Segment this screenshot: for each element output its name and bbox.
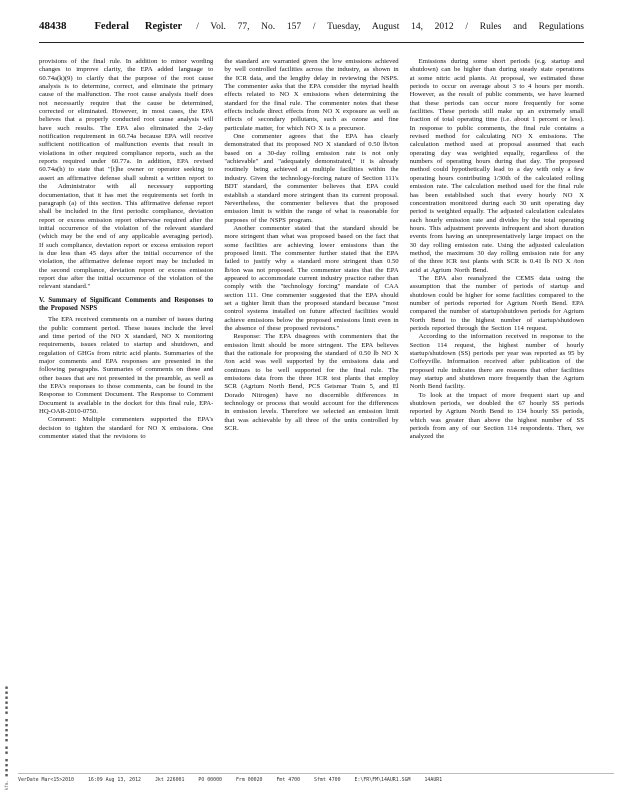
column-1 [39, 58, 213, 726]
page-header [39, 20, 584, 43]
paragraph: According to the information received in response to the Section 114 request, the highest number of hourly startup/shutdown (SS) periods per year was reported as 95 by Coffeyville. Information received after publication of the proposed rule indicates there are reasons that other facilities may startup and shutdown more frequently than the Agrium North Bend facility. [409, 333, 584, 391]
margin-sidebar: kfm. ■■■■ ■■ ■■■■■ ■■■■■■ [4, 685, 9, 790]
footer-field: 16:09 Aug 13, 2012 [87, 777, 141, 783]
footer-field: PO 00000 [198, 777, 222, 783]
footer-field: 14AUR1 [424, 777, 443, 783]
column-3 [410, 58, 584, 726]
footer-field: Fmt 4700 [276, 777, 301, 783]
column-2 [224, 58, 398, 726]
section-heading: V. Summary of Significant Comments and Responses to the Proposed NSPS [39, 296, 214, 312]
paragraph: The EPA received comments on a number of issues during the public comment period. These issues include the level and time period of the NO X standard, NO X monitoring requirements, issues related to startup and shutdown, and regulation of GHGs from nitric acid plants. Summaries of the major comments and EPA responses are presented in the following paragraphs. Summaries of comments on these and other issues that are not presented in the preamble, as well as the EPA's responses to those comments, can be found in the Response to Comment Document. The Response to Comment Document is available in the docket for this final rule, EPA-HQ-OAR-2010-0750. [39, 316, 214, 416]
paragraph: One commenter agrees that the EPA has clearly demonstrated that its proposed NO X standard of 0.50 lb/ton based on a 30-day rolling emission rate is not only "achievable" and "adequately demonstrated," it is already routinely being achieved at multiple facilities within the industry. Given the technology-forcing nature of Section 111's BDT standard, the commenter believes that EPA could establish a standard more stringent than its current proposal. Nevertheless, the commenter believes that the proposed emission limit is within the range of what is reasonable for purposes of the NSPS program. [224, 133, 399, 224]
paragraph: To look at the impact of more frequent start up and shutdown periods, we doubled the 67 hourly SS periods reported by Agrium North Bend to 134 hourly SS periods, which was greater than above the highest number of SS periods from any of our Section 114 respondents. Then, we analyzed the [409, 391, 584, 441]
text-columns [39, 58, 584, 726]
paragraph: Another commenter stated that the standard should be more stringent than what was proposed based on the fact that some facilities are achieving lower emissions than the proposed limit. The commenter further stated that the EPA failed to justify why a standard more stringent than 0.50 lb/ton was not proposed. The commenter states that the EPA appeared to accommodate current industry practice rather than comply with the "technology forcing" mandate of CAA section 111. One commenter suggested that the EPA should set a tighter limit than the proposed standard because "most control systems installed on future affected facilities would achieve emissions below the proposed emissions limit even in the absence of these proposed revisions." [224, 224, 399, 332]
publication-name: Federal [94, 21, 129, 32]
footer-field: Frm 00020 [235, 777, 263, 783]
register-label: Register [144, 21, 183, 32]
footer-field: Jkt 226001 [154, 777, 185, 783]
paragraph: the standard are warranted given the low emissions achieved by well controlled facilities across the industry, as shown in the ICR data, and the lengthy delay in reviewing the NSPS. The commenter asks that the EPA consider the myriad health effects related to NO X emissions when determining the standard for the final rule. The commenter notes that these effects include direct effects from NO X exposure as well as effects of secondary pollutants, such as ozone and fine particulate matter, for which NO X is a precursor. [224, 58, 399, 132]
paragraph: The EPA also reanalyzed the CEMS data using the assumption that the number of periods of startup and shutdown could be higher for some facilities compared to the number of periods reported for Agrium North Bend. EPA compared the number of startup/shutdown periods for Agrium North Bend to the highest number of startup/shutdown periods reported through the Section 114 request. [409, 274, 584, 332]
footer-field: E:\FR\FM\14AUR1.SGM [354, 777, 411, 783]
page-number: 48438 [39, 20, 67, 32]
issue-details: / Vol. 77, No. 157 / Tuesday, August 14, 2012 / Rules and Regulations [196, 22, 584, 32]
paragraph: Emissions during some short periods (e.g. startup and shutdown) can be higher than during steady state operations at some nitric acid plants. At proposal, we estimated these periods to occur on average about 3 to 4 hours per month. However, as the result of public comments, we have learned that these periods can occur more frequently for some facilities. These periods still make up an extremely small fraction of total operating time (i.e. about 1 percent or less). In response to public comments, the final rule contains a revised method for calculating NO X emissions. The calculation method used at proposal assumed that each operating day was weighted equally, regardless of the numbers of operating hours during that day. The proposed method could hypothetically lead to a day with only a few operating hours contributing 1/30th of the calculated rolling emission rate. The calculation method used for the final rule has been established such that every hourly NO X concentration monitored during each 30 unit operating day period is weighted equally. The adjusted calculation calculates each hourly emission rate and divides by the total operating hours. This adjustment prevents infrequent and short duration events from having an unrepresentatively large impact on the 30 day rolling emission rate. Using the adjusted calculation method, the maximum 30 day rolling emission rate for any of the three ICR test plants with SCR is 0.41 lb NO X /ton acid at Agrium North Bend. [409, 58, 584, 274]
page-footer [18, 773, 614, 783]
paragraph: Response: The EPA disagrees with commenters that the emission limit should be more stringent. The EPA believes that the rationale for proposing the standard of 0.50 lb NO X /ton acid was well supported by the emissions data and continues to be well supported for the final rule. The emissions data from the three ICR test plants that employ SCR (Agrium North Bend, PCS Geismar Train 5, and El Dorado Nitrogen) have no discernible differences in technology or process that would account for the differences in emission levels. Therefore we selected an emission limit that was achievable by all three of the units controlled by SCR. [224, 333, 399, 433]
paragraph: Comment: Multiple commenters supported the EPA's decision to tighten the standard for NO X emissions. One commenter stated that the revisions to [39, 416, 214, 441]
footer-field: VerDate Mar<15>2010 [18, 777, 74, 783]
footer-field: Sfmt 4700 [314, 777, 341, 783]
paragraph: provisions of the final rule. In addition to minor wording changes to improve clarity, the EPA added language to 60.74a(k)(9) to clarify that the purpose of the root cause analysis is to determine, correct, and eliminate the primary cause of the malfunction. The root cause analysis itself does not necessarily require that the cause be determined, corrected or eliminated. However, in most cases, the EPA believes that a properly conducted root cause analysis will have such results. The EPA also eliminated the 2-day notification requirement in 60.74a because EPA will receive sufficient notification of malfunction events that result in violations in other required compliance reports, such as the reports required under 60.77a. In addition, EPA revised 60.74a(h) to state that "[t]he owner or operator seeking to assert an affirmative defense shall submit a written report to the Administrator with all necessary supporting documentation, that it has met the requirements set forth in paragraph (a) of this section. This affirmative defense report shall be included in the first periodic compliance, deviation report or excess emission report otherwise required after the initial occurrence of the violation of the relevant standard (which may be the end of any applicable averaging period). If such compliance, deviation report or excess emission report is due less than 45 days after the initial occurrence of the violation, the affirmative defense report may be included in the second compliance, deviation report or excess emission report due after the initial occurrence of the violation of the relevant standard." [39, 58, 214, 291]
